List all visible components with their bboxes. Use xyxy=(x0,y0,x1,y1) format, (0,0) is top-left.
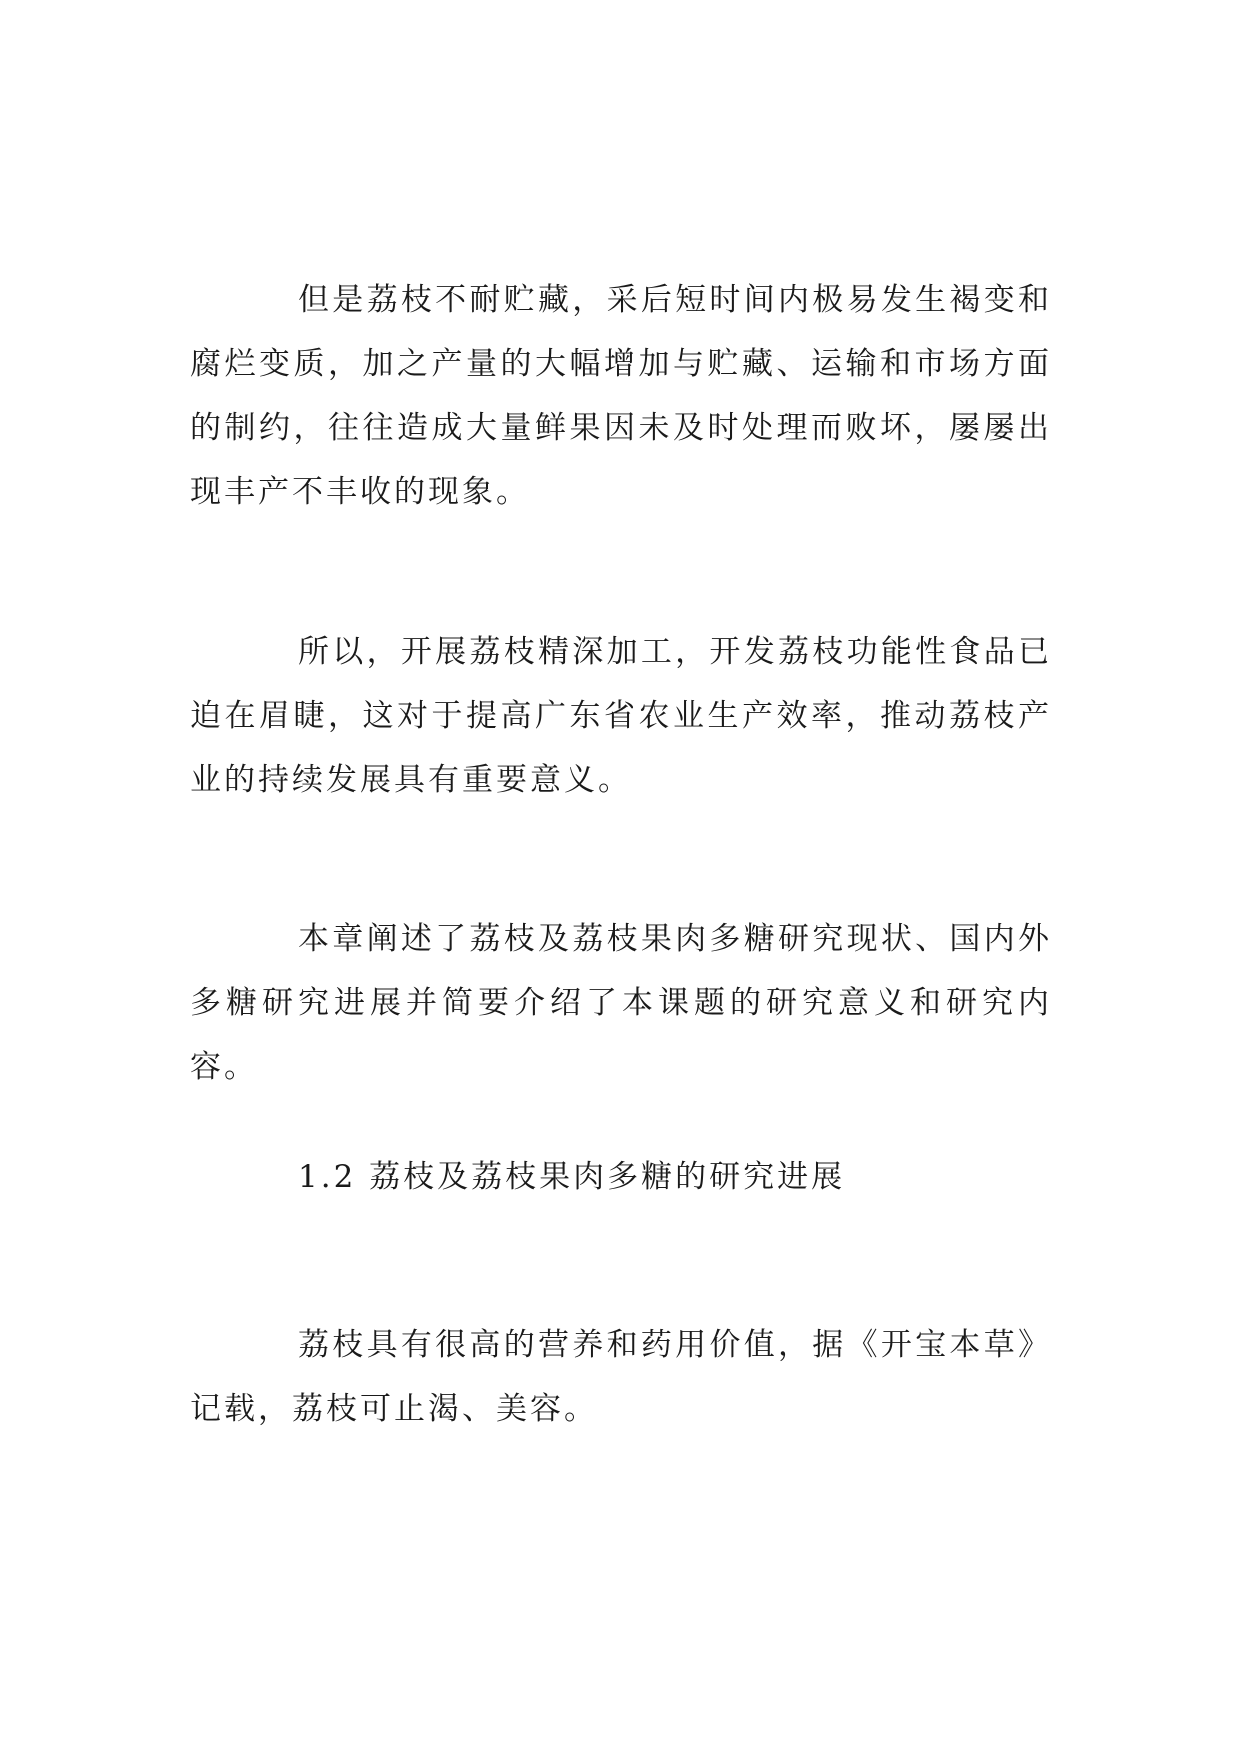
body-paragraph: 但是荔枝不耐贮藏，采后短时间内极易发生褐变和腐烂变质，加之产量的大幅增加与贮藏、运输和市场方面的制约，往往造成大量鲜果因未及时处理而败坏，屡屡出现丰产不丰收的现象。 xyxy=(190,282,1052,510)
body-paragraph: 所以，开展荔枝精深加工，开发荔枝功能性食品已迫在眉睫，这对于提高广东省农业生产效率，推动荔枝产业的持续发展具有重要意义。 xyxy=(190,634,1052,798)
section-heading: 1.2 荔枝及荔枝果肉多糖的研究进展 xyxy=(298,1159,846,1195)
body-paragraph: 本章阐述了荔枝及荔枝果肉多糖研究现状、国内外多糖研究进展并简要介绍了本课题的研究意义和研究内容。 xyxy=(190,921,1052,1085)
body-paragraph: 荔枝具有很高的营养和药用价值，据《开宝本草》记载，荔枝可止渴、美容。 xyxy=(190,1327,1052,1427)
